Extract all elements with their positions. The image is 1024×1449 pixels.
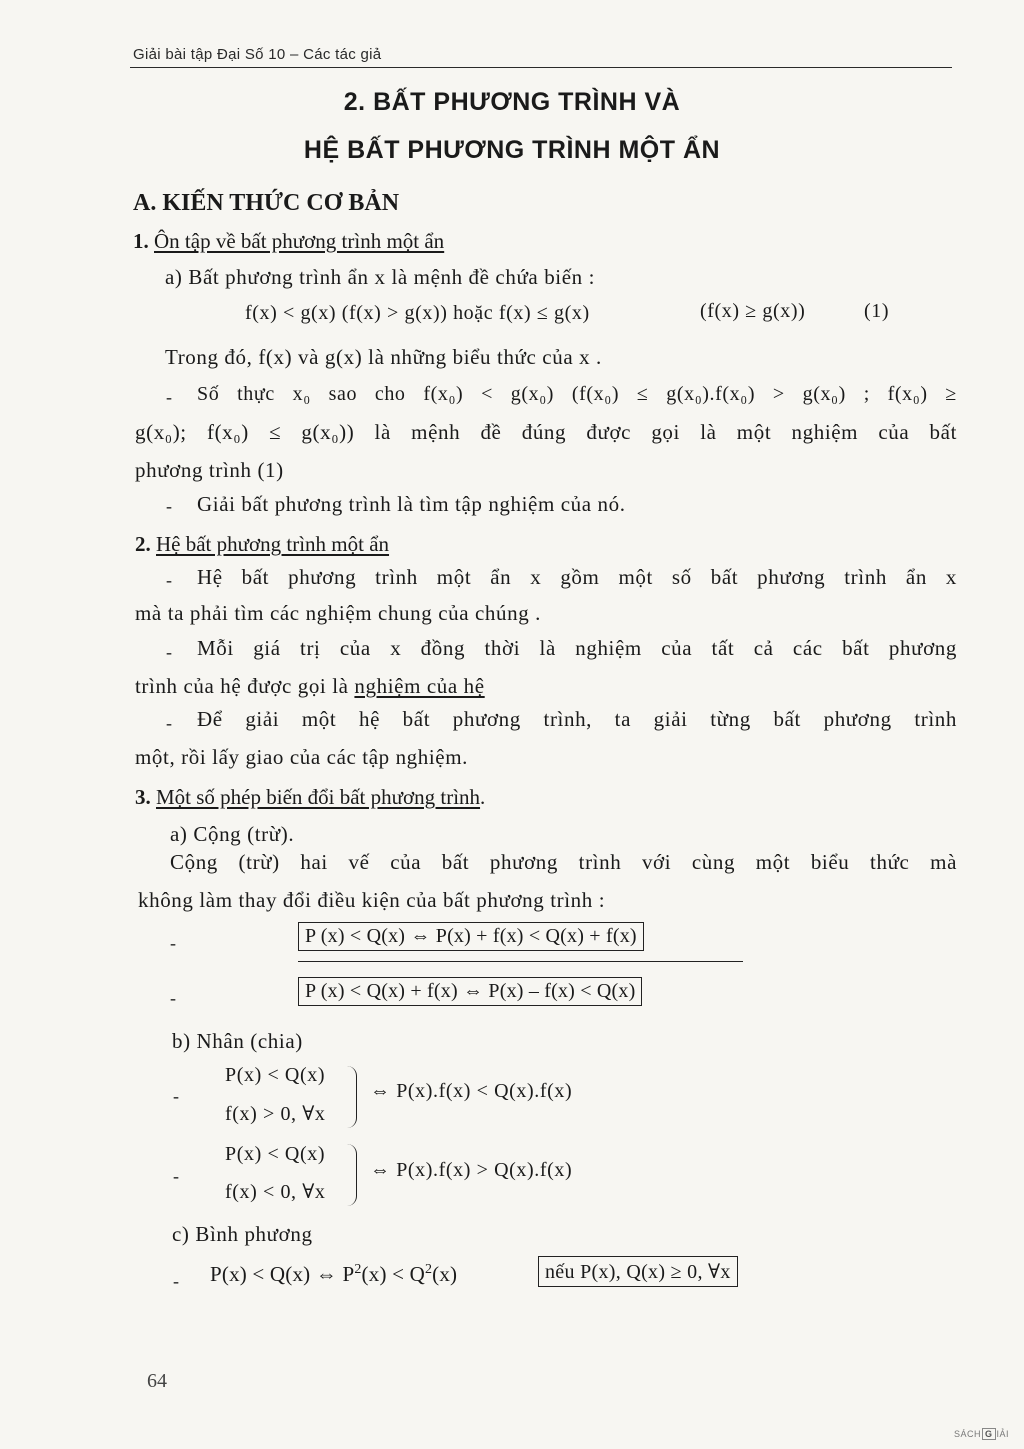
bullet-dash: - — [170, 933, 176, 953]
s1-bullet1-line3: phương trình (1) — [135, 458, 284, 482]
s1-where: Trong đó, f(x) và g(x) là những biểu thức của x . — [165, 345, 602, 369]
section-2-title: Hệ bất phương trình một ẩn — [156, 532, 390, 556]
system-solution-term: nghiệm của hệ — [354, 674, 485, 698]
square-rule-condition-box: nếu P(x), Q(x) ≥ 0, ∀x — [538, 1256, 738, 1287]
section-3-number: 3. — [135, 785, 151, 809]
bullet-dash: - — [166, 713, 172, 733]
running-header: Giải bài tập Đại Số 10 – Các tác giả — [133, 46, 382, 63]
chapter-title-line1: 2. BẤT PHƯƠNG TRÌNH VÀ — [343, 88, 681, 116]
bullet-dash: - — [166, 570, 172, 590]
sys2-result: ⇔ P(x).f(x) > Q(x).f(x) — [370, 1159, 573, 1181]
square-rule-end: (x) — [432, 1262, 458, 1286]
s2-bullet3-line1: Để giải một hệ bất phương trình, ta giải từng bất phương trình — [197, 707, 957, 731]
section-2-heading — [135, 532, 389, 557]
sys2-bottom: f(x) < 0, ∀x — [225, 1181, 326, 1203]
add-rule-box-2: P (x) < Q(x) + f(x) ⇔ P(x) – f(x) < Q(x) — [298, 977, 642, 1006]
s1-a-text: a) Bất phương trình ẩn x là mệnh đề chứa biến : — [165, 265, 596, 289]
section-1-heading — [133, 229, 444, 254]
s1-bullet1-line2: g(x₀); f(x₀) ≤ g(x₀)) là mệnh đề đúng được gọi là một nghiệm của bất — [135, 420, 957, 444]
section-1-title: Ôn tập về bất phương trình một ẩn — [154, 229, 445, 253]
section-3-heading — [135, 785, 485, 810]
s3-a-label: a) Cộng (trừ). — [170, 822, 295, 846]
page-number: 64 — [147, 1370, 167, 1392]
s1-formula-2: (f(x) ≥ g(x)) — [700, 300, 806, 322]
s1-bullet2: Giải bất phương trình là tìm tập nghiệm của nó. — [197, 492, 626, 516]
header-rule — [130, 67, 952, 68]
s2-bullet2-line2 — [135, 674, 485, 699]
s3-a-line2: không làm thay đổi điều kiện của bất phương trình : — [138, 888, 606, 912]
s2-bullet3-line2: một, rồi lấy giao của các tập nghiệm. — [135, 745, 469, 769]
publisher-logo — [954, 1428, 1009, 1440]
add-rule-box-1: P (x) < Q(x) ⇔ P(x) + f(x) < Q(x) + f(x) — [298, 922, 644, 951]
s2-bullet1-line2: mà ta phải tìm các nghiệm chung của chúng . — [135, 601, 542, 625]
bullet-dash: - — [166, 496, 172, 516]
s1-formula-tag: (1) — [864, 300, 890, 322]
s3-a-line1: Cộng (trừ) hai vế của bất phương trình với cùng một biểu thức mà — [170, 850, 957, 874]
section-1-number: 1. — [133, 229, 149, 253]
bullet-dash: - — [173, 1271, 179, 1291]
s2-bullet2-line1: Mỗi giá trị của x đồng thời là nghiệm của tất cả các bất phương — [197, 636, 957, 660]
bullet-dash: - — [173, 1086, 179, 1106]
s3-b-label: b) Nhân (chia) — [172, 1029, 303, 1053]
logo-left-text: SÁCH — [954, 1429, 982, 1439]
section-2-number: 2. — [135, 532, 151, 556]
sys1-result: ⇔ P(x).f(x) < Q(x).f(x) — [370, 1080, 573, 1102]
square-rule-exp-1: 2 — [354, 1262, 362, 1277]
sys1-right-brace — [344, 1066, 357, 1128]
bullet-dash: - — [173, 1166, 179, 1186]
s1-formula: f(x) < g(x) (f(x) > g(x)) hoặc f(x) ≤ g(x) — [245, 302, 590, 324]
section-3-title: Một số phép biến đổi bất phương trình — [156, 785, 481, 809]
sys1-top: P(x) < Q(x) — [225, 1064, 326, 1086]
box-1-underline — [298, 961, 743, 962]
square-rule — [210, 1262, 457, 1287]
sys2-top: P(x) < Q(x) — [225, 1143, 326, 1165]
s3-c-label: c) Bình phương — [172, 1222, 313, 1246]
bullet-dash: - — [170, 988, 176, 1008]
s2-bullet1-line1: Hệ bất phương trình một ẩn x gồm một số bất phương trình ẩn x — [197, 565, 957, 589]
square-rule-left: P(x) < Q(x) ⇔ P — [210, 1262, 355, 1286]
section-a-heading: A. KIẾN THỨC CƠ BẢN — [133, 190, 400, 216]
logo-g-mark: G — [982, 1428, 996, 1440]
square-rule-exp-2: 2 — [424, 1262, 433, 1277]
sys2-right-brace — [344, 1144, 357, 1206]
logo-right-text: IẢI — [996, 1429, 1010, 1439]
s1-bullet1-line1: Số thực x₀ sao cho f(x₀) < g(x₀) (f(x₀) ≤ g(x₀).f(x₀) > g(x₀) ; f(x₀) ≥ — [197, 383, 957, 405]
bullet-dash: - — [166, 387, 172, 407]
chapter-title-line2: HỆ BẤT PHƯƠNG TRÌNH MỘT ẨN — [303, 136, 721, 164]
s2-bullet2-line2-text: trình của hệ được gọi là — [135, 674, 355, 698]
square-rule-mid: (x) < Q — [361, 1262, 425, 1286]
bullet-dash: - — [166, 642, 172, 662]
sys1-bottom: f(x) > 0, ∀x — [225, 1103, 326, 1125]
section-3-title-dot: . — [480, 785, 486, 809]
